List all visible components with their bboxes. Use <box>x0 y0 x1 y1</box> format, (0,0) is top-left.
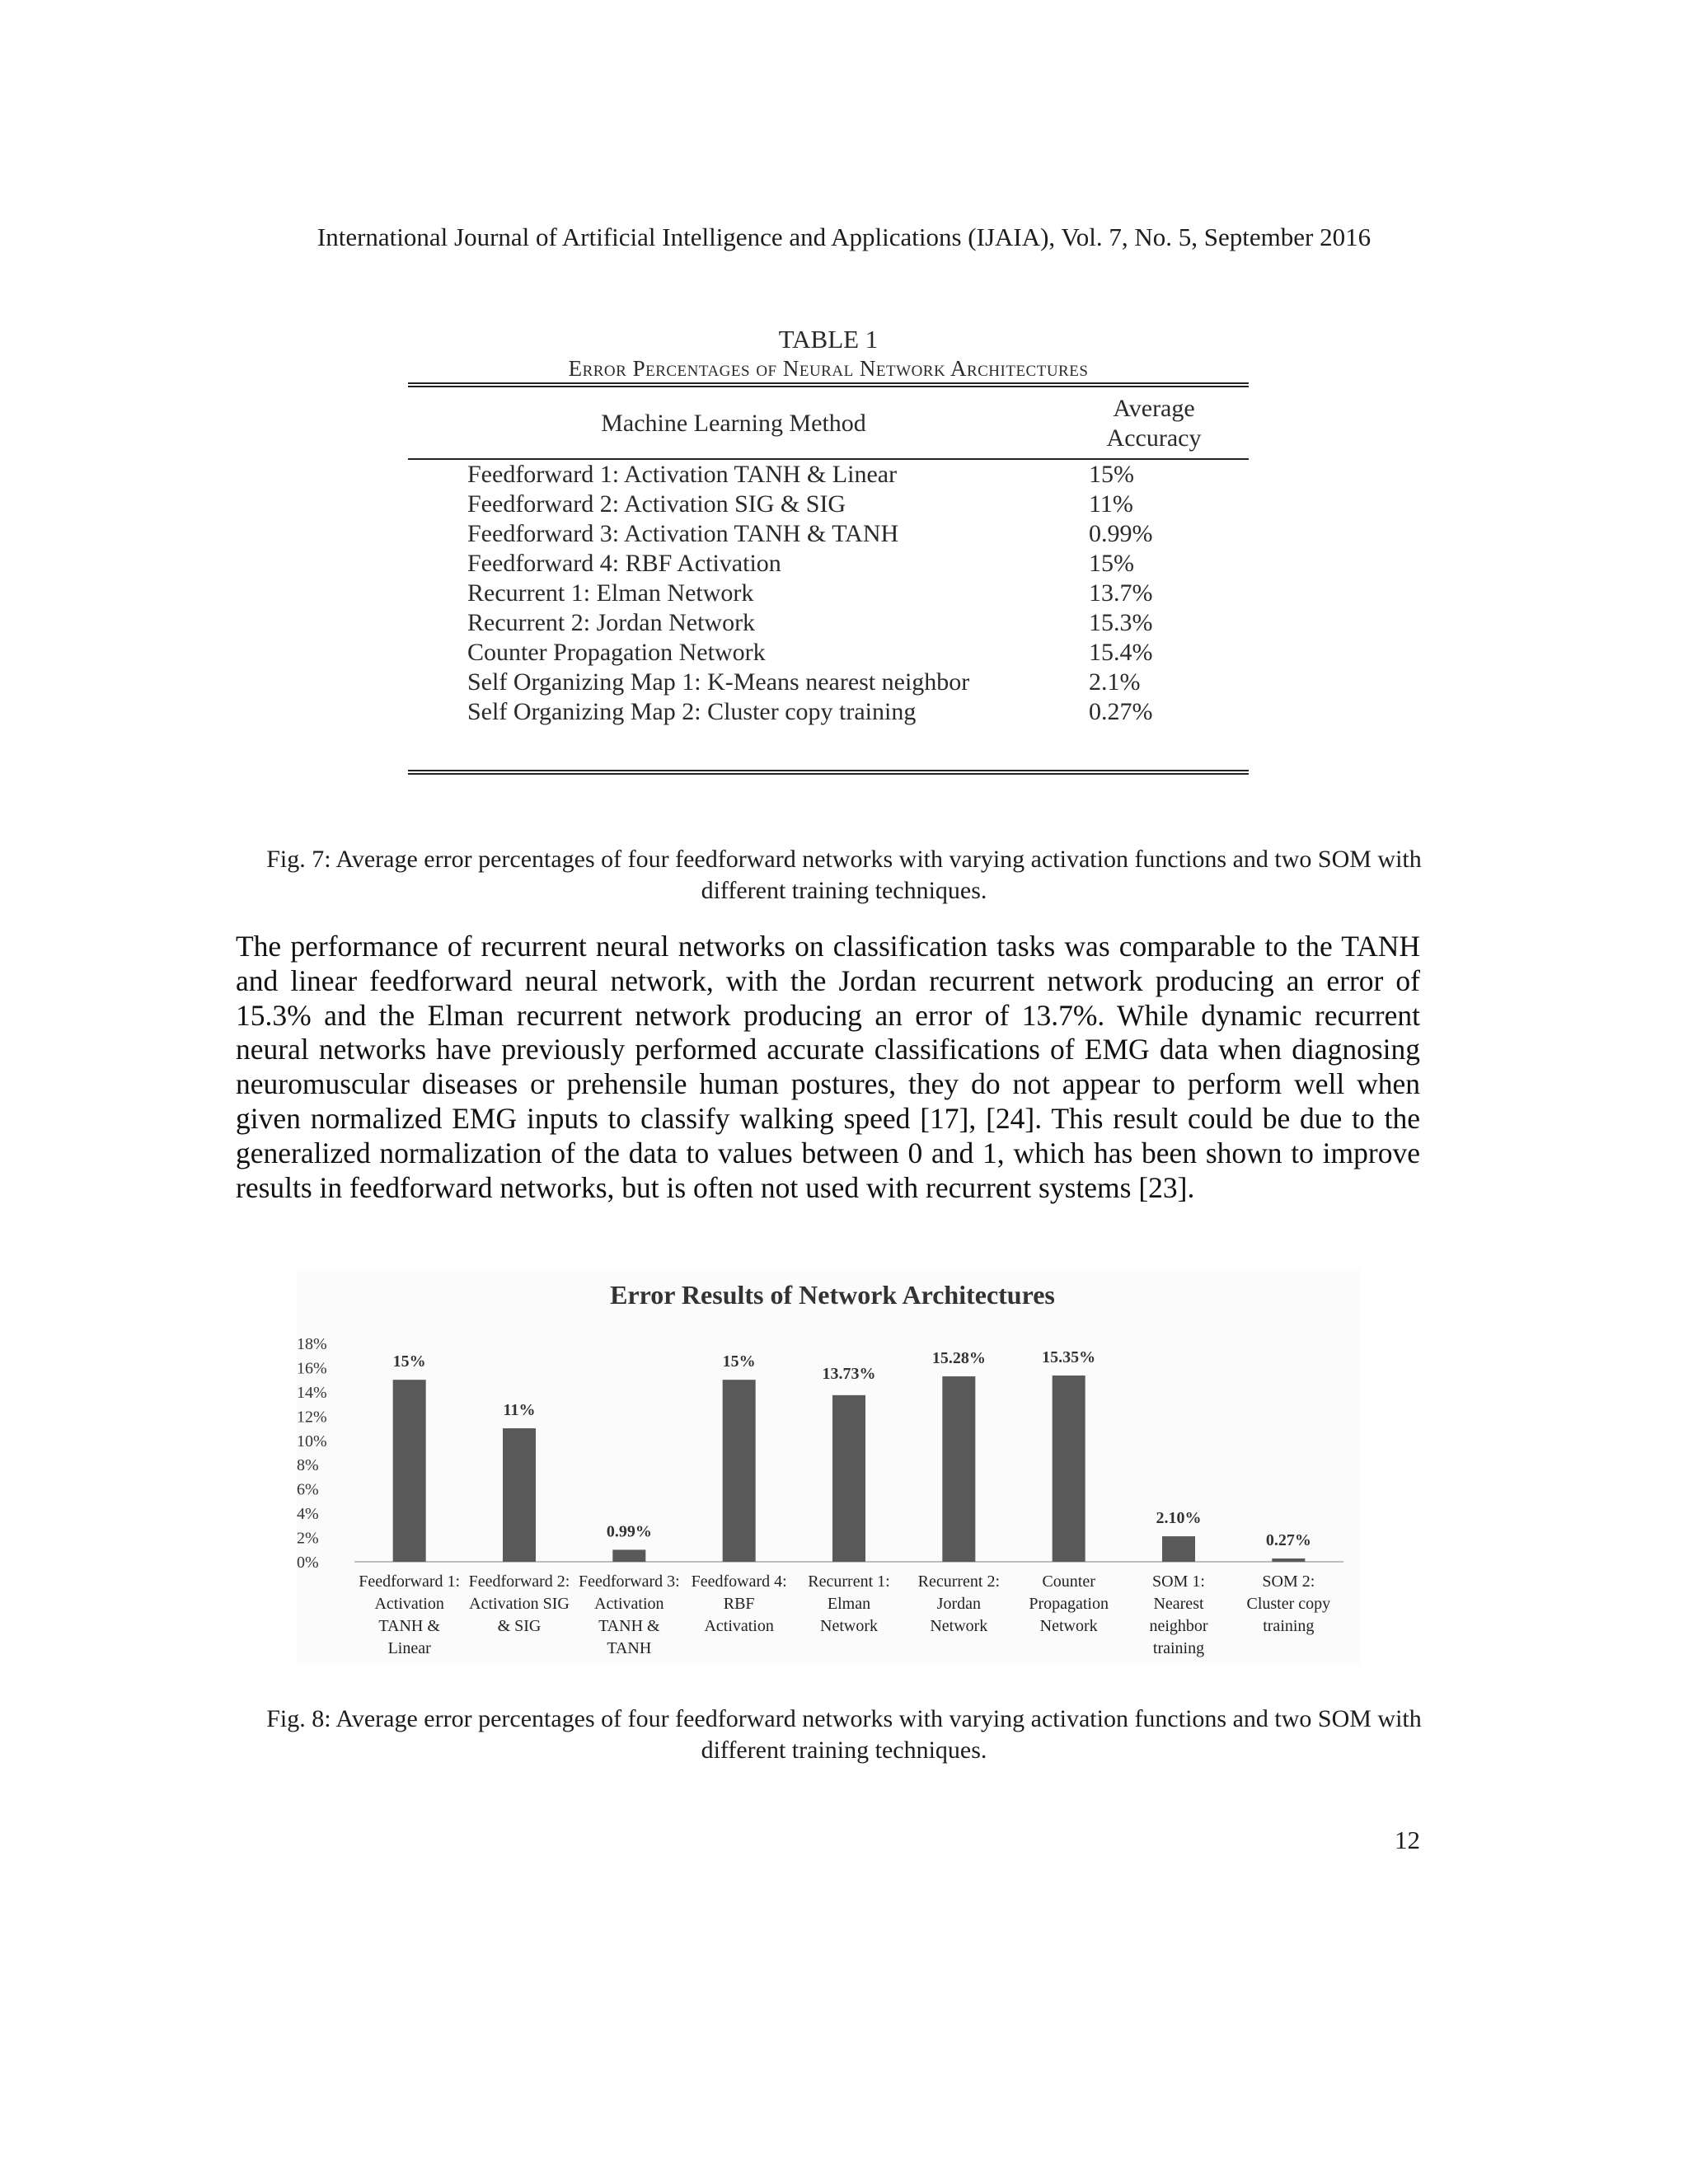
x-tick-label-line: Propagation <box>1029 1595 1109 1613</box>
x-tick-label-line: Counter <box>1042 1572 1095 1591</box>
x-tick-label-line: Feedforward 3: <box>578 1572 680 1591</box>
y-tick-label: 8% <box>297 1456 319 1475</box>
x-tick-label-line: Activation <box>374 1595 444 1613</box>
x-tick-label-line: Jordan <box>936 1595 981 1613</box>
results-table <box>408 387 1249 727</box>
row-method: Feedforward 4: RBF Activation <box>467 550 781 577</box>
table-row <box>408 579 1249 608</box>
bar-data-label: 15.35% <box>1042 1348 1096 1367</box>
x-tick-label-line: Network <box>820 1617 878 1635</box>
x-tick-label-line: training <box>1263 1617 1315 1635</box>
table-row <box>408 697 1249 727</box>
x-tick-label-line: Feedfoward 4: <box>691 1572 787 1591</box>
x-tick-label-line: SOM 1: <box>1152 1572 1205 1591</box>
row-method: Recurrent 2: Jordan Network <box>467 609 756 636</box>
column-header-accuracy-line-2: Accuracy <box>1106 424 1202 452</box>
body-paragraph: The performance of recurrent neural networks on classification tasks was comparable to the TANH and linear feedforward neural network, with the Jordan recurrent network producing an error of 15.3% and the Elman recurrent network producing an error of 13.7%. While dynamic recurrent neural networks have previously performed accurate classifications of EMG data when diagnosing neuromuscular diseases or prehensile human postures, they do not appear to perform well when given normalized EMG inputs to classify walking speed [17], [24]. This result could be due to the generalized normalization of the data to values between 0 and 1, which has been shown to improve results in feedforward networks, but is often not used with recurrent systems [23]. <box>236 930 1420 1204</box>
table-bottom-rule <box>408 770 1249 775</box>
table-subtitle: Error Percentages of Neural Network Architectures <box>568 356 1089 381</box>
y-tick-label: 12% <box>297 1408 327 1427</box>
figure-8-caption: Fig. 8: Average error percentages of four feedforward networks with varying activation functions and two SOM with different training techniques. <box>266 1705 1422 1764</box>
x-tick-label-line: Cluster copy <box>1246 1595 1331 1613</box>
x-tick-label-line: training <box>1152 1639 1205 1657</box>
row-method: Feedforward 2: Activation SIG & SIG <box>467 490 846 518</box>
page-number: 12 <box>1395 1825 1420 1854</box>
row-method: Feedforward 1: Activation TANH & Linear <box>467 461 898 488</box>
row-method: Self Organizing Map 2: Cluster copy training <box>467 698 917 725</box>
x-tick-label-line: SOM 2: <box>1262 1572 1315 1591</box>
bar <box>1272 1558 1305 1562</box>
row-method: Recurrent 1: Elman Network <box>467 579 754 607</box>
x-tick-label-line: Network <box>930 1617 988 1635</box>
table-body <box>408 458 1249 727</box>
bar <box>612 1549 645 1562</box>
bar-data-label: 15% <box>392 1352 426 1371</box>
table-header-row <box>408 387 1249 458</box>
bar-data-label: 0.27% <box>1265 1531 1311 1550</box>
table-row <box>408 490 1249 519</box>
row-method: Self Organizing Map 1: K-Means nearest neighbor <box>467 668 970 696</box>
table-title: TABLE 1 <box>778 325 879 354</box>
table-row <box>408 460 1249 490</box>
error-results-chart <box>297 1269 1360 1665</box>
y-tick-label: 14% <box>297 1383 327 1402</box>
x-tick-label-line: TANH <box>607 1639 652 1657</box>
y-tick-label: 16% <box>297 1359 327 1378</box>
bar <box>503 1428 536 1562</box>
row-value: 15% <box>1089 550 1134 577</box>
row-value: 0.27% <box>1089 698 1153 725</box>
y-tick-label: 10% <box>297 1432 327 1451</box>
x-tick-label-line: Nearest <box>1153 1595 1204 1613</box>
y-tick-label: 4% <box>297 1505 319 1524</box>
y-tick-label: 18% <box>297 1335 327 1353</box>
row-value: 13.7% <box>1089 579 1153 607</box>
x-tick-label-line: Feedforward 2: <box>468 1572 570 1591</box>
table-row <box>408 638 1249 668</box>
bar <box>1162 1536 1195 1562</box>
column-header-method: Machine Learning Method <box>601 410 866 437</box>
row-value: 0.99% <box>1089 520 1153 547</box>
x-tick-label-line: Recurrent 1: <box>808 1572 890 1591</box>
row-value: 11% <box>1089 490 1133 518</box>
bar <box>942 1376 975 1562</box>
x-tick-label-line: & SIG <box>497 1617 542 1635</box>
chart-svg <box>297 1269 1360 1665</box>
x-tick-label-line: RBF <box>723 1595 755 1613</box>
bar-data-label: 2.10% <box>1156 1509 1202 1528</box>
running-header: International Journal of Artificial Intelligence and Applications (IJAIA), Vol. 7, No. 5, September 2016 <box>316 223 1372 251</box>
x-tick-label-line: Elman <box>827 1595 871 1613</box>
table-row <box>408 608 1249 638</box>
bar-data-label: 15.28% <box>931 1349 986 1368</box>
x-tick-label-line: Activation <box>704 1617 774 1635</box>
x-tick-label-line: Linear <box>387 1639 431 1657</box>
table-1 <box>408 323 1249 775</box>
x-tick-label-line: neighbor <box>1149 1617 1208 1635</box>
bar-data-label: 0.99% <box>606 1522 652 1541</box>
x-tick-label-line: Activation SIG <box>469 1595 570 1613</box>
table-row <box>408 549 1249 579</box>
chart-title: Error Results of Network Architectures <box>610 1280 1055 1310</box>
y-tick-label: 0% <box>297 1554 319 1572</box>
x-tick-label-line: Activation <box>594 1595 664 1613</box>
row-value: 15.3% <box>1089 609 1153 636</box>
bar-data-label: 13.73% <box>822 1364 876 1383</box>
y-tick-label: 2% <box>297 1529 319 1548</box>
bar <box>1053 1376 1085 1562</box>
row-method: Feedforward 3: Activation TANH & TANH <box>467 520 899 547</box>
x-tick-label-line: Feedforward 1: <box>359 1572 461 1591</box>
x-tick-label-line: Recurrent 2: <box>917 1572 1001 1591</box>
bar-data-label: 15% <box>722 1352 756 1371</box>
x-tick-label-line: TANH & <box>598 1617 660 1635</box>
row-method: Counter Propagation Network <box>467 639 766 666</box>
x-tick-label-line: TANH & <box>378 1617 440 1635</box>
y-tick-label: 6% <box>297 1480 319 1499</box>
x-tick-label-line: Network <box>1039 1617 1098 1635</box>
figure-7-caption: Fig. 7: Average error percentages of four feedforward networks with varying activation functions and two SOM with different training techniques. <box>266 846 1422 904</box>
table-bottom-spacer <box>408 727 1249 770</box>
bar <box>832 1395 865 1562</box>
bar-data-label: 11% <box>503 1401 536 1420</box>
table-row <box>408 519 1249 549</box>
bar <box>723 1380 756 1562</box>
column-header-accuracy <box>1059 387 1249 458</box>
row-value: 2.1% <box>1089 668 1141 696</box>
bar <box>393 1380 426 1562</box>
table-row <box>408 668 1249 697</box>
row-value: 15.4% <box>1089 639 1153 666</box>
row-value: 15% <box>1089 461 1134 488</box>
column-header-accuracy-line-1: Average <box>1113 395 1195 422</box>
